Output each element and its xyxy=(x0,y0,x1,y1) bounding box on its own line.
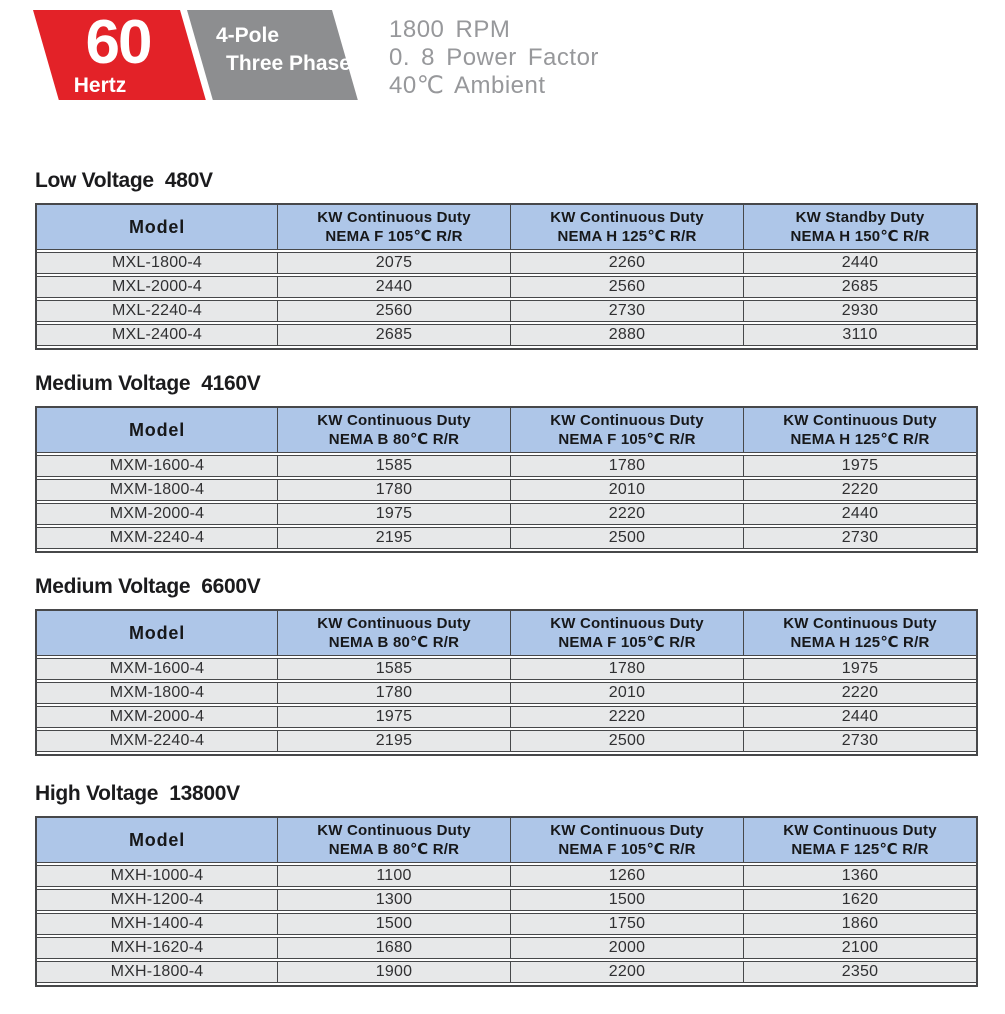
value-cell: 2195 xyxy=(277,528,510,548)
column-header xyxy=(510,611,743,655)
value-cell: 3110 xyxy=(743,325,976,345)
header-line2: NEMA H 125℃ R/R xyxy=(557,228,697,245)
header-line1: KW Continuous Duty xyxy=(783,615,937,632)
column-header xyxy=(743,205,976,249)
section-voltage: 480V xyxy=(164,169,213,192)
header-line1: KW Continuous Duty xyxy=(550,615,704,632)
header-line1: KW Continuous Duty xyxy=(317,209,471,226)
table-row xyxy=(37,913,976,935)
voltage-section xyxy=(35,169,978,350)
section-voltage: 6600V xyxy=(201,575,261,598)
value-cell: 2685 xyxy=(277,325,510,345)
header-line1: KW Continuous Duty xyxy=(550,209,704,226)
value-cell: 2730 xyxy=(510,301,743,321)
model-cell: MXM-1600-4 xyxy=(109,457,205,474)
model-cell: MXL-2240-4 xyxy=(111,302,203,319)
value-cell: 2730 xyxy=(743,731,976,751)
model-cell: MXM-1800-4 xyxy=(109,481,205,498)
header-line1: KW Continuous Duty xyxy=(317,822,471,839)
header-line1: Model xyxy=(129,419,185,440)
value-cell: 2560 xyxy=(510,277,743,297)
column-header xyxy=(743,818,976,862)
value-cell: 2100 xyxy=(743,938,976,958)
value-cell: 2500 xyxy=(510,731,743,751)
model-cell: MXH-1620-4 xyxy=(110,939,204,956)
value-cell: 1100 xyxy=(277,866,510,886)
value-cell: 1860 xyxy=(743,914,976,934)
section-title xyxy=(35,781,240,807)
table-header-row xyxy=(37,611,976,656)
section-voltage: 4160V xyxy=(201,372,261,395)
header-line1: KW Continuous Duty xyxy=(783,822,937,839)
value-cell: 2000 xyxy=(510,938,743,958)
value-cell: 2930 xyxy=(743,301,976,321)
table-row xyxy=(37,706,976,728)
header-line1: KW Standby Duty xyxy=(795,209,925,226)
table-row xyxy=(37,682,976,704)
voltage-section xyxy=(35,782,978,987)
header-line2: NEMA B 80℃ R/R xyxy=(328,841,460,858)
model-cell: MXH-1000-4 xyxy=(110,867,204,884)
model-cell: MXH-1800-4 xyxy=(110,963,204,980)
value-cell: 2440 xyxy=(743,253,976,273)
header-line1: KW Continuous Duty xyxy=(550,412,704,429)
table-row xyxy=(37,865,976,887)
spec-table xyxy=(35,406,978,553)
value-cell: 2880 xyxy=(510,325,743,345)
model-cell: MXM-2000-4 xyxy=(109,505,205,522)
header-line2: NEMA F 105℃ R/R xyxy=(558,634,696,651)
header-line1: KW Continuous Duty xyxy=(317,412,471,429)
ratings-info xyxy=(389,16,599,100)
value-cell: 1975 xyxy=(743,659,976,679)
model-cell: MXL-2000-4 xyxy=(111,278,203,295)
value-cell: 2440 xyxy=(277,277,510,297)
value-cell: 2195 xyxy=(277,731,510,751)
value-cell: 1360 xyxy=(743,866,976,886)
value-cell: 1975 xyxy=(277,707,510,727)
value-cell: 2260 xyxy=(510,253,743,273)
ambient-text: 40℃ Ambient xyxy=(389,72,546,99)
section-title xyxy=(35,574,261,600)
frequency-unit: Hertz xyxy=(73,74,127,97)
model-column-header xyxy=(37,611,277,655)
table-header-row xyxy=(37,205,976,250)
pole-label: 4-Pole xyxy=(216,24,280,47)
value-cell: 2220 xyxy=(510,707,743,727)
value-cell: 2560 xyxy=(277,301,510,321)
voltage-section xyxy=(35,372,978,553)
table-header-row xyxy=(37,408,976,453)
column-header xyxy=(510,408,743,452)
value-cell: 1780 xyxy=(277,683,510,703)
model-cell: MXL-1800-4 xyxy=(111,254,203,271)
column-header xyxy=(510,818,743,862)
column-header xyxy=(510,205,743,249)
header-line2: NEMA B 80℃ R/R xyxy=(328,431,460,448)
header-line2: NEMA H 125℃ R/R xyxy=(790,431,930,448)
section-title-text: Low Voltage xyxy=(35,169,154,192)
phase-label: Three Phase xyxy=(226,52,351,75)
header-line1: Model xyxy=(129,829,185,850)
section-title-text: Medium Voltage xyxy=(35,575,191,598)
table-row xyxy=(37,730,976,752)
value-cell: 2440 xyxy=(743,504,976,524)
model-cell: MXM-2240-4 xyxy=(109,732,205,749)
spec-table xyxy=(35,609,978,756)
column-header xyxy=(277,408,510,452)
value-cell: 1975 xyxy=(743,456,976,476)
power-factor-text: 0. 8 Power Factor xyxy=(389,44,599,71)
column-header xyxy=(277,611,510,655)
model-cell: MXM-2000-4 xyxy=(109,708,205,725)
value-cell: 1500 xyxy=(277,914,510,934)
model-cell: MXL-2400-4 xyxy=(111,326,203,343)
section-title-text: High Voltage xyxy=(35,782,159,805)
value-cell: 2350 xyxy=(743,962,976,982)
header-line1: Model xyxy=(129,216,185,237)
section-title-text: Medium Voltage xyxy=(35,372,191,395)
section-voltage: 13800V xyxy=(169,782,240,805)
table-row xyxy=(37,658,976,680)
header-line2: NEMA H 150℃ R/R xyxy=(790,228,930,245)
table-row xyxy=(37,889,976,911)
value-cell: 1260 xyxy=(510,866,743,886)
value-cell: 2685 xyxy=(743,277,976,297)
model-column-header xyxy=(37,818,277,862)
header-line1: KW Continuous Duty xyxy=(783,412,937,429)
column-header xyxy=(743,408,976,452)
table-row xyxy=(37,479,976,501)
column-header xyxy=(743,611,976,655)
value-cell: 2220 xyxy=(510,504,743,524)
value-cell: 2440 xyxy=(743,707,976,727)
table-row xyxy=(37,961,976,983)
voltage-section xyxy=(35,575,978,756)
model-cell: MXM-1800-4 xyxy=(109,684,205,701)
table-row xyxy=(37,300,976,322)
header-line1: Model xyxy=(129,622,185,643)
column-header xyxy=(277,205,510,249)
model-column-header xyxy=(37,205,277,249)
model-column-header xyxy=(37,408,277,452)
table-row xyxy=(37,252,976,274)
header-line2: NEMA H 125℃ R/R xyxy=(790,634,930,651)
value-cell: 2730 xyxy=(743,528,976,548)
value-cell: 1585 xyxy=(277,456,510,476)
value-cell: 2500 xyxy=(510,528,743,548)
header-line1: KW Continuous Duty xyxy=(550,822,704,839)
value-cell: 1500 xyxy=(510,890,743,910)
column-header xyxy=(277,818,510,862)
value-cell: 1900 xyxy=(277,962,510,982)
spec-table xyxy=(35,203,978,350)
header-line2: NEMA B 80℃ R/R xyxy=(328,634,460,651)
value-cell: 2010 xyxy=(510,683,743,703)
value-cell: 1620 xyxy=(743,890,976,910)
model-cell: MXH-1200-4 xyxy=(110,891,204,908)
value-cell: 1680 xyxy=(277,938,510,958)
table-row xyxy=(37,937,976,959)
value-cell: 1300 xyxy=(277,890,510,910)
rpm-text: 1800 RPM xyxy=(389,16,511,43)
table-header-row xyxy=(37,818,976,863)
header-line2: NEMA F 105℃ R/R xyxy=(325,228,463,245)
table-row xyxy=(37,527,976,549)
value-cell: 1780 xyxy=(510,456,743,476)
section-title xyxy=(35,371,261,397)
table-row xyxy=(37,503,976,525)
model-cell: MXM-2240-4 xyxy=(109,529,205,546)
table-row xyxy=(37,324,976,346)
value-cell: 2220 xyxy=(743,683,976,703)
section-title xyxy=(35,168,213,194)
value-cell: 2010 xyxy=(510,480,743,500)
header-line1: KW Continuous Duty xyxy=(317,615,471,632)
header-line2: NEMA F 105℃ R/R xyxy=(558,841,696,858)
value-cell: 1780 xyxy=(277,480,510,500)
table-row xyxy=(37,455,976,477)
model-cell: MXH-1400-4 xyxy=(110,915,204,932)
value-cell: 1750 xyxy=(510,914,743,934)
table-row xyxy=(37,276,976,298)
value-cell: 1780 xyxy=(510,659,743,679)
header-line2: NEMA F 125℃ R/R xyxy=(791,841,929,858)
value-cell: 1975 xyxy=(277,504,510,524)
frequency-value: 60 xyxy=(85,8,151,77)
value-cell: 2075 xyxy=(277,253,510,273)
spec-table xyxy=(35,816,978,987)
header-line2: NEMA F 105℃ R/R xyxy=(558,431,696,448)
model-cell: MXM-1600-4 xyxy=(109,660,205,677)
value-cell: 2200 xyxy=(510,962,743,982)
value-cell: 2220 xyxy=(743,480,976,500)
value-cell: 1585 xyxy=(277,659,510,679)
